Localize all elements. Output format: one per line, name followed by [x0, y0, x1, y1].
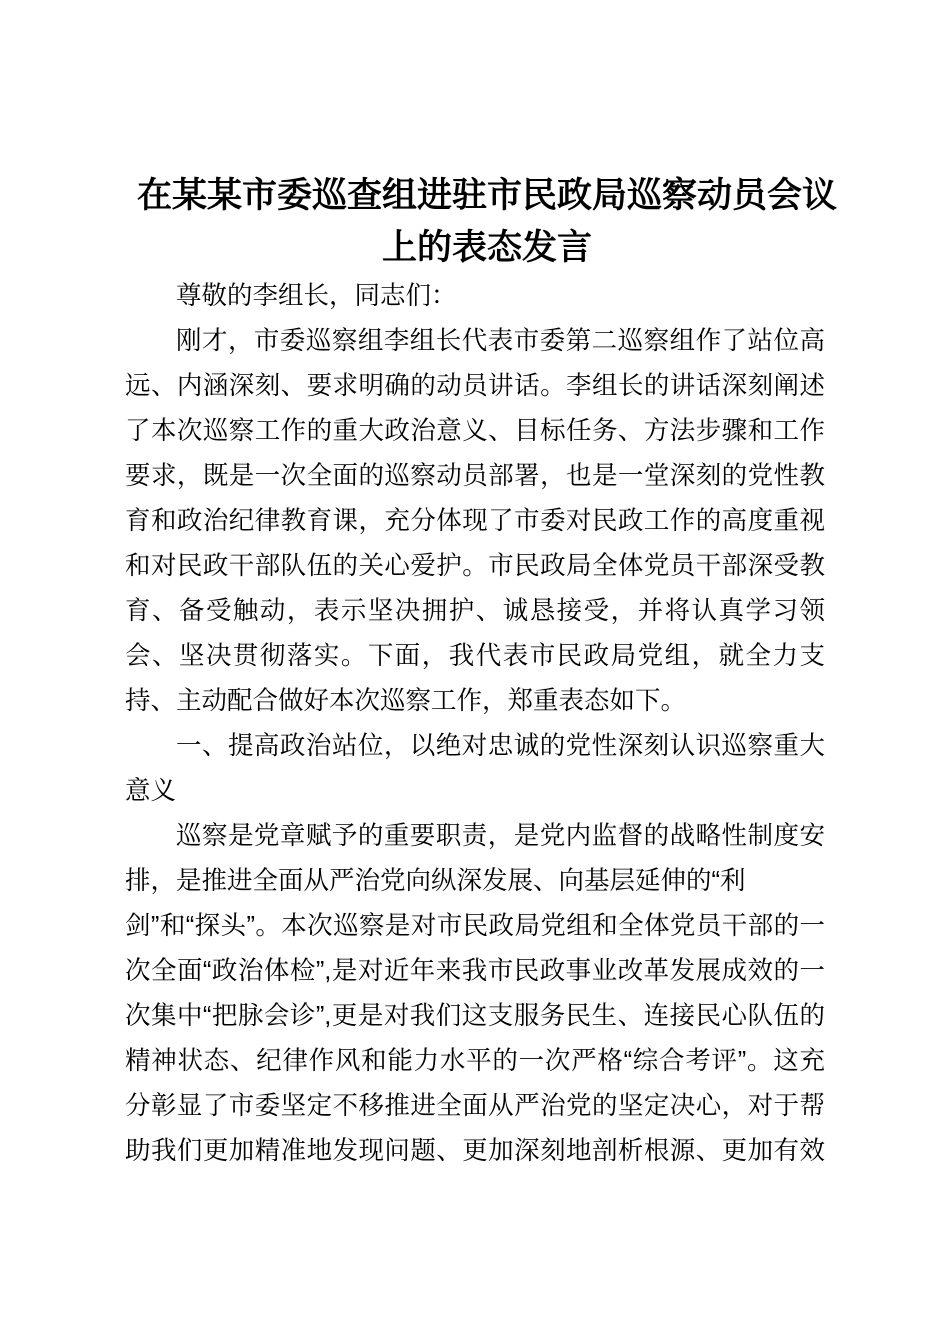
document-title: [137, 0, 837, 274]
text-line: 和对民政干部队伍的关心爱护。市民政局全体党员干部深受教: [125, 552, 825, 580]
paragraph: [125, 814, 825, 1174]
text-line: 精神状态、纪律作风和能力水平的一次严格“综合考评”。这充: [125, 1047, 825, 1075]
text-line: 排，是推进全面从严治党向纵深发展、向基层延伸的“利: [125, 867, 746, 895]
text-line: 次全面“政治体检”,是对近年来我市民政事业改革发展成效的一: [125, 957, 825, 985]
text-line: 要求，既是一次全面的巡察动员部署，也是一堂深刻的党性教: [125, 462, 825, 490]
text-line: 分彰显了市委坚定不移推进全面从严治党的坚定决心，对于帮: [125, 1092, 825, 1120]
text-line: 意义: [125, 777, 177, 805]
paragraph: [125, 274, 825, 319]
text-line: 刚才，市委巡察组李组长代表市委第二巡察组作了站位高: [176, 327, 825, 355]
section-heading: [125, 724, 825, 814]
text-line: 次集中“把脉会诊”,更是对我们这支服务民生、连接民心队伍的: [125, 1002, 825, 1030]
text-line: 助我们更加精准地发现问题、更加深刻地剖析根源、更加有效: [125, 1137, 825, 1165]
text-line: 持、主动配合做好本次巡察工作，郑重表态如下。: [125, 687, 687, 715]
text-line: 剑”和“探头”。本次巡察是对市民政局党组和全体党员干部的一: [125, 912, 825, 940]
paragraph: [125, 319, 825, 724]
document-body: [0, 274, 950, 1174]
text-line: 育和政治纪律教育课，充分体现了市委对民政工作的高度重视: [125, 507, 825, 535]
text-line: 尊敬的李组长，同志们：: [176, 282, 457, 310]
text-line: 会、坚决贯彻落实。下面，我代表市民政局党组，就全力支: [125, 642, 825, 670]
text-line: 巡察是党章赋予的重要职责，是党内监督的战略性制度安: [176, 822, 825, 850]
text-line: 远、内涵深刻、要求明确的动员讲话。李组长的讲话深刻阐述: [125, 372, 825, 400]
title-line: 在某某市委巡查组进驻市民政局巡察动员会议: [137, 176, 838, 215]
text-line: 一、提高政治站位，以绝对忠诚的党性深刻认识巡察重大: [176, 732, 825, 760]
text-line: 了本次巡察工作的重大政治意义、目标任务、方法步骤和工作: [125, 417, 825, 445]
text-line: 育、备受触动，表示坚决拥护、诚恳接受，并将认真学习领: [125, 597, 825, 625]
title-line: 上的表态发言: [381, 228, 592, 267]
